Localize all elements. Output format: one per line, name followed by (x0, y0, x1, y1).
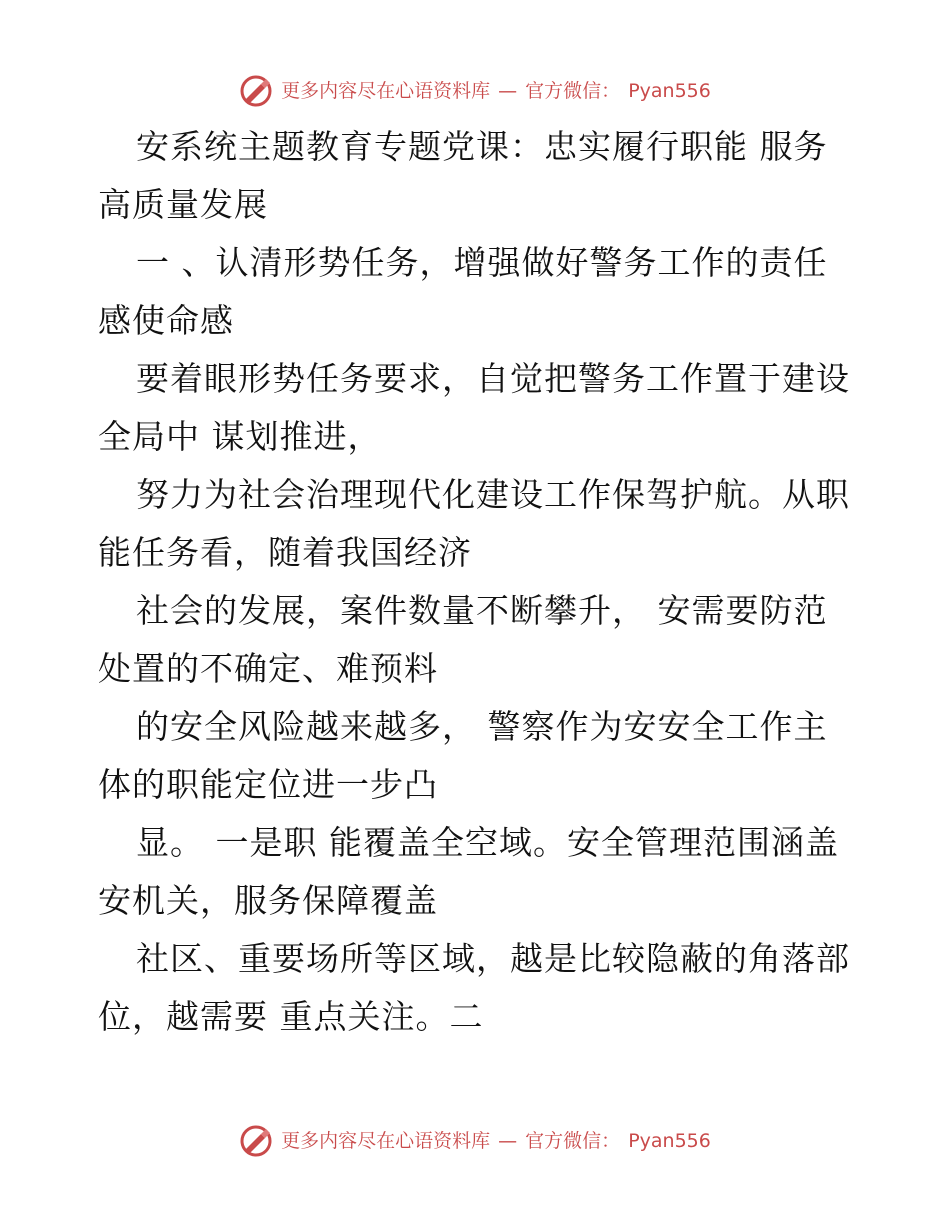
paragraph: 要着眼形势任务要求，自觉把警务工作置于建设全局中 谋划推进， (98, 359, 850, 456)
pen-logo-icon (239, 1124, 273, 1158)
document-title: 安系统主题教育专题党课：忠实履行职能 服务高质量发展 (98, 127, 828, 224)
watermark-dash: — (498, 1130, 518, 1152)
paragraph: 努力为社会治理现代化建设工作保驾护航。从职能任务看，随着我国经济 (98, 475, 850, 572)
paragraph: 社区、重要场所等区域，越是比较隐蔽的角落部位，越需要 重点关注。二 (98, 939, 850, 1036)
pen-logo-icon (239, 74, 273, 108)
watermark-main-text: 更多内容尽在心语资料库 (281, 1130, 491, 1152)
watermark-main-text: 更多内容尽在心语资料库 (281, 80, 491, 102)
watermark-label: 官方微信： (525, 1130, 621, 1152)
document-body (98, 118, 858, 1046)
paragraph: 一 、认清形势任务，增强做好警务工作的责任感使命感 (98, 243, 828, 340)
paragraph: 社会的发展，案件数量不断攀升， 安需要防范处置的不确定、难预料 (98, 591, 828, 688)
paragraph: 显。 一是职 能覆盖全空域。安全管理范围涵盖安机关，服务保障覆盖 (98, 823, 839, 920)
watermark-label: 官方微信： (525, 80, 621, 102)
footer-watermark (0, 1124, 950, 1158)
watermark-dash: — (498, 80, 518, 102)
header-watermark (0, 74, 950, 108)
paragraph: 的安全风险越来越多， 警察作为安安全工作主体的职能定位进一步凸 (98, 707, 828, 804)
watermark-wechat-id: Pyan556 (628, 1130, 711, 1152)
watermark-wechat-id: Pyan556 (628, 80, 711, 102)
